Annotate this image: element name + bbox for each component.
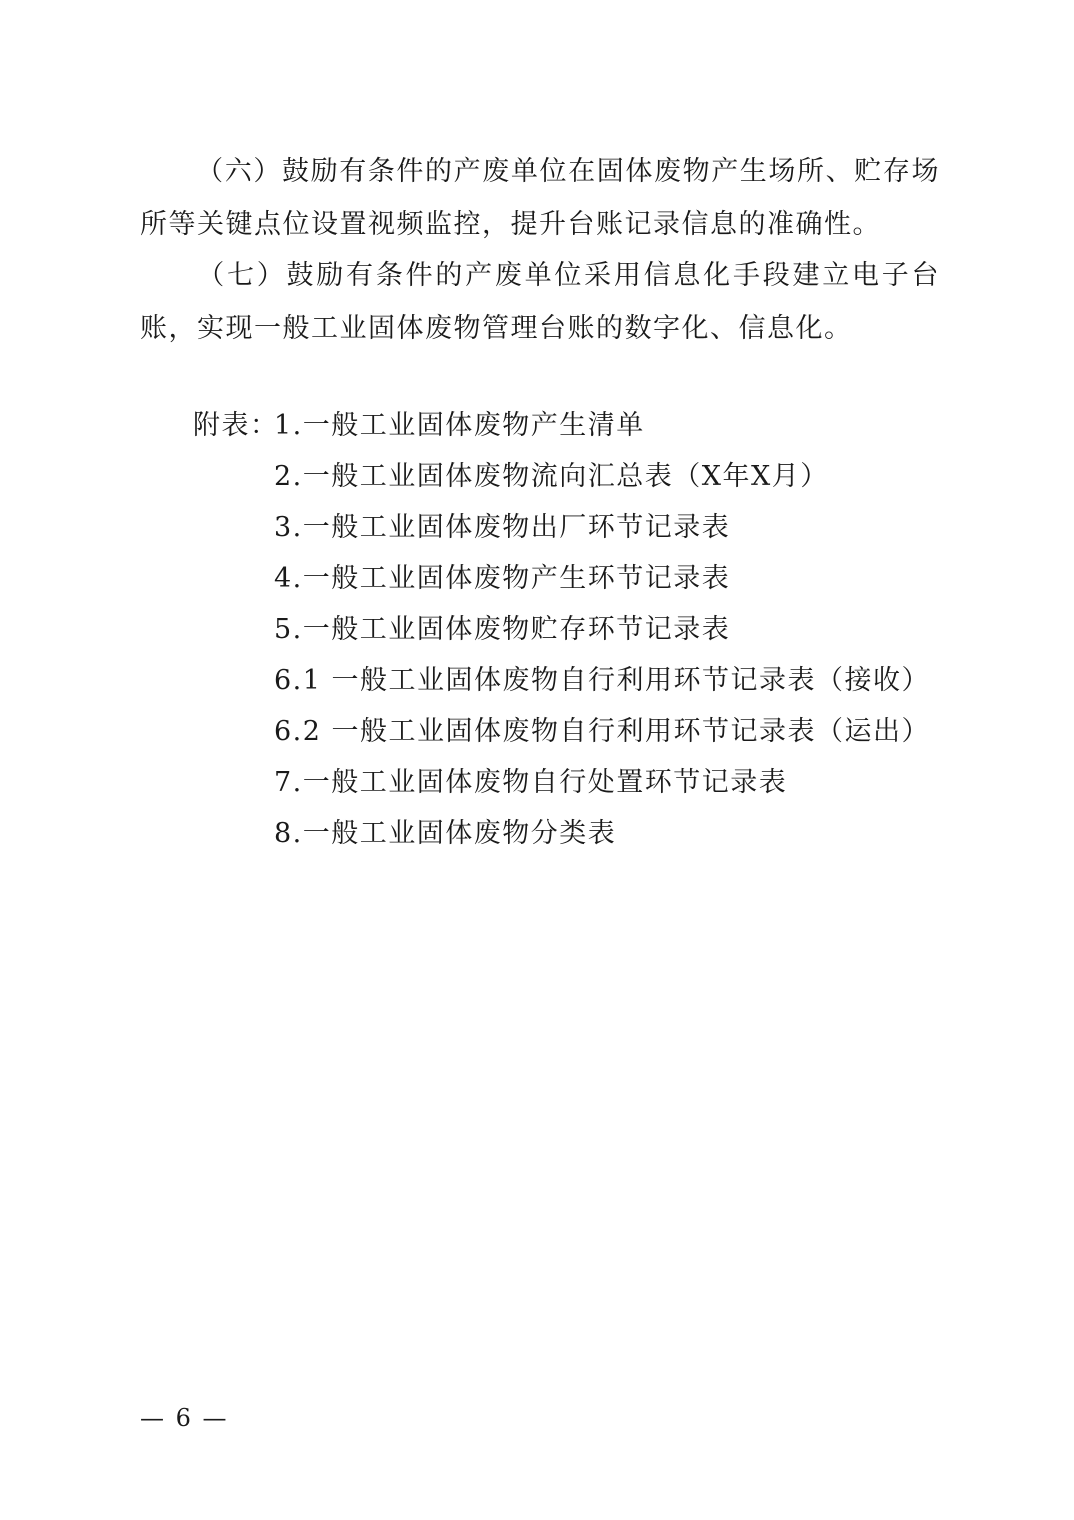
attachment-item: 6.2 一般工业固体废物自行利用环节记录表（运出）	[274, 716, 931, 747]
attachment-item: 4.一般工业固体废物产生环节记录表	[274, 563, 731, 594]
paragraph-six	[140, 145, 940, 251]
attachment-item: 6.1 一般工业固体废物自行利用环节记录表（接收）	[274, 665, 931, 696]
paragraph-six-text: （六）鼓励有条件的产废单位在固体废物产生场所、贮存场所等关键点位设置视频监控，提升台账记录信息的准确性。	[140, 156, 940, 240]
attachment-item: 7.一般工业固体废物自行处置环节记录表	[274, 767, 788, 798]
attachment-item: 2.一般工业固体废物流向汇总表（X年X月）	[274, 461, 829, 492]
attachment-item: 5.一般工业固体废物贮存环节记录表	[274, 614, 731, 645]
attachment-item: 3.一般工业固体废物出厂环节记录表	[274, 512, 731, 543]
attachment-item: 1.一般工业固体废物产生清单	[274, 410, 645, 441]
attachment-list	[274, 400, 930, 859]
attachment-item: 8.一般工业固体废物分类表	[274, 818, 617, 849]
attachment-heading: 附表：	[193, 410, 279, 441]
paragraph-seven	[140, 249, 940, 355]
paragraph-seven-text: （七）鼓励有条件的产废单位采用信息化手段建立电子台账，实现一般工业固体废物管理台账的数字化、信息化。	[140, 260, 940, 344]
page-number: — 6 —	[140, 1404, 229, 1432]
